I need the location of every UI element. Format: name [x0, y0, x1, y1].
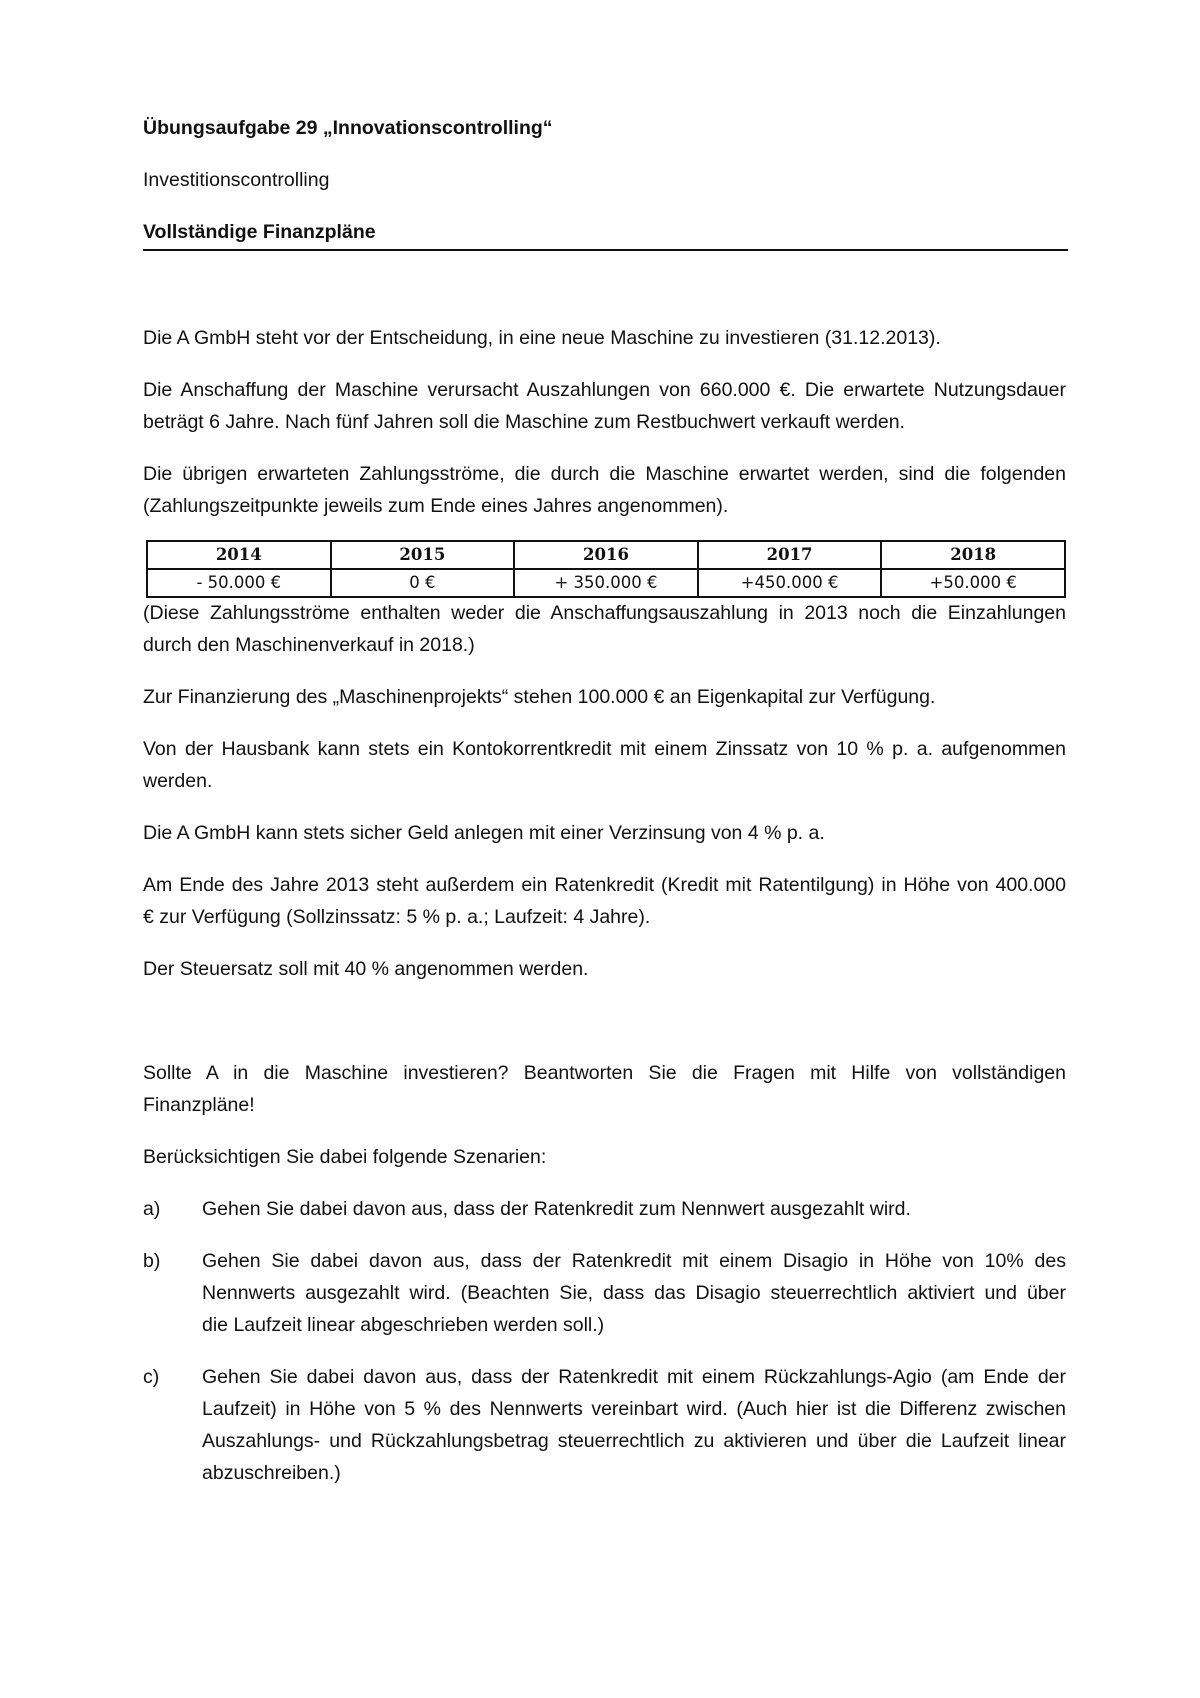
tax-paragraph: Der Steuersatz soll mit 40 % angenommen werden.	[143, 958, 589, 980]
item-c-line-2: Laufzeit) in Höhe von 5 % des Nennwerts vereinbart wird. (Auch hier ist die Differenz zwischen	[202, 1398, 1066, 1420]
item-a-line-1: Gehen Sie dabei davon aus, dass der Ratenkredit zum Nennwert ausgezahlt wird.	[202, 1198, 911, 1220]
intro-paragraph-3-line-1: Die übrigen erwarteten Zahlungsströme, die durch die Maschine erwartet werden, sind die folgenden	[143, 463, 1066, 485]
table-header-row	[147, 541, 1065, 569]
note-line-2: durch den Maschinenverkauf in 2018.)	[143, 634, 475, 656]
value-cell: 0 €	[331, 569, 515, 597]
item-c-line-3: Auszahlungs- und Rückzahlungsbetrag steuerrechtlich zu aktivieren und über die Laufzeit linear	[202, 1430, 1066, 1452]
value-cell: +50.000 €	[881, 569, 1065, 597]
year-cell: 2015	[331, 541, 515, 569]
intro-paragraph-1: Die A GmbH steht vor der Entscheidung, in eine neue Maschine zu investieren (31.12.2013).	[143, 327, 941, 349]
intro-paragraph-2-line-1: Die Anschaffung der Maschine verursacht Auszahlungen von 660.000 €. Die erwartete Nutzungsdauer	[143, 379, 1066, 401]
item-b-line-1: Gehen Sie dabei davon aus, dass der Ratenkredit mit einem Disagio in Höhe von 10% des	[202, 1250, 1066, 1272]
section-heading: Vollständige Finanzpläne	[143, 221, 376, 243]
item-label: c)	[143, 1366, 160, 1388]
intro-paragraph-2-line-2: beträgt 6 Jahre. Nach fünf Jahren soll die Maschine zum Restbuchwert verkauft werden.	[143, 411, 905, 433]
value-cell: + 350.000 €	[514, 569, 698, 597]
document-subtitle: Investitionscontrolling	[143, 169, 330, 191]
item-label: a)	[143, 1198, 161, 1220]
value-cell: +450.000 €	[698, 569, 882, 597]
item-b-line-2: Nennwerts ausgezahlt wird. (Beachten Sie, dass das Disagio steuerrechtlich aktiviert und über	[202, 1282, 1066, 1304]
question-line-2: Finanzpläne!	[143, 1094, 255, 1116]
table-row	[147, 569, 1065, 597]
loan-line-1: Am Ende des Jahre 2013 steht außerdem ein Ratenkredit (Kredit mit Ratentilgung) in Höhe von 400.000	[143, 874, 1066, 896]
question-line-1: Sollte A in die Maschine investieren? Beantworten Sie die Fragen mit Hilfe von vollständigen	[143, 1062, 1066, 1084]
scenarios-intro: Berücksichtigen Sie dabei folgende Szenarien:	[143, 1146, 547, 1168]
year-cell: 2014	[147, 541, 331, 569]
heading-rule	[143, 249, 1068, 251]
item-label: b)	[143, 1250, 161, 1272]
year-cell: 2016	[514, 541, 698, 569]
document-title: Übungsaufgabe 29 „Innovationscontrolling“	[143, 117, 553, 139]
item-c-line-4: abzuschreiben.)	[202, 1462, 341, 1484]
payment-table	[146, 540, 1066, 598]
investment-paragraph: Die A GmbH kann stets sicher Geld anlegen mit einer Verzinsung von 4 % p. a.	[143, 822, 825, 844]
equity-paragraph: Zur Finanzierung des „Maschinenprojekts“ stehen 100.000 € an Eigenkapital zur Verfügung.	[143, 686, 936, 708]
bank-credit-line-2: werden.	[143, 770, 213, 792]
intro-paragraph-3-line-2: (Zahlungszeitpunkte jeweils zum Ende eines Jahres angenommen).	[143, 495, 729, 517]
item-b-line-3: die Laufzeit linear abgeschrieben werden soll.)	[202, 1314, 605, 1336]
item-c-line-1: Gehen Sie dabei davon aus, dass der Ratenkredit mit einem Rückzahlungs-Agio (am Ende der	[202, 1366, 1066, 1388]
value-cell: - 50.000 €	[147, 569, 331, 597]
loan-line-2: € zur Verfügung (Sollzinssatz: 5 % p. a.; Laufzeit: 4 Jahre).	[143, 906, 651, 928]
year-cell: 2018	[881, 541, 1065, 569]
bank-credit-line-1: Von der Hausbank kann stets ein Kontokorrentkredit mit einem Zinssatz von 10 % p. a. aufgenommen	[143, 738, 1066, 760]
note-line-1: (Diese Zahlungsströme enthalten weder die Anschaffungsauszahlung in 2013 noch die Einzahlungen	[143, 602, 1066, 624]
year-cell: 2017	[698, 541, 882, 569]
